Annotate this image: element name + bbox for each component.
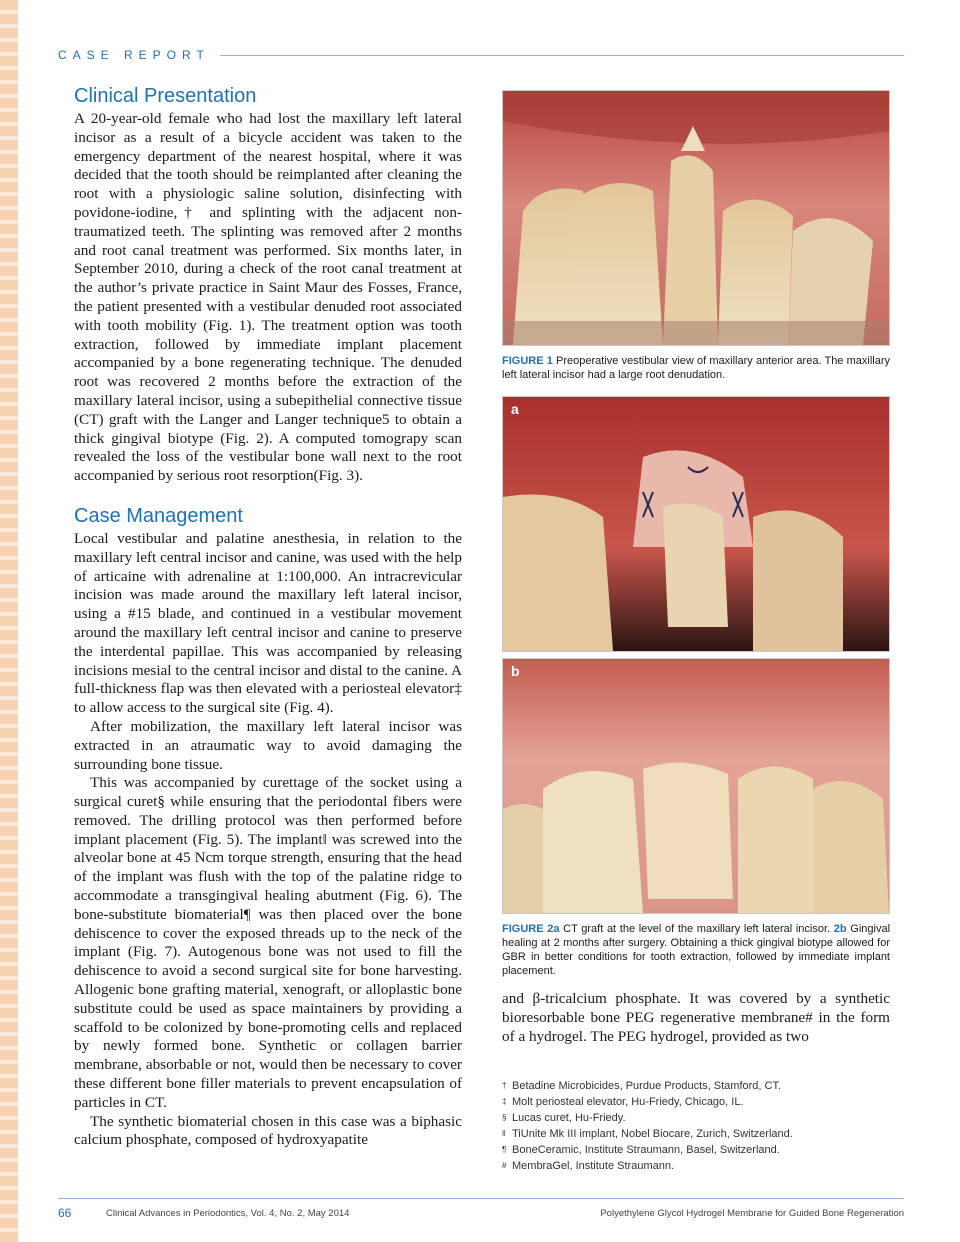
journal-citation: Clinical Advances in Periodontics, Vol. 4, No. 2, May 2014 bbox=[106, 1208, 350, 1219]
figure-2a-text: CT graft at the level of the maxillary left lateral incisor. bbox=[563, 923, 831, 935]
clinical-photo-preop bbox=[503, 91, 889, 345]
left-column bbox=[74, 84, 462, 1150]
paragraph: Local vestibular and palatine anesthesia, in relation to the maxillary left central incisor and canine, was used with the help of articaine with adrenaline at 1:100,000. An intracrevicular incision was made around the maxillary left lateral incisor, using a #15 blade, and continued in a vestibular movement around the maxillary left central incisor and canine to preserve the interdental papillae. This was accompanied by releasing incisions mesial to the central incisor and distal to the canine. A full-thickness flap was then elevated with a periosteal elevator‡ to allow access to the surgical site (Fig. 4). bbox=[74, 529, 462, 717]
figure-1-caption bbox=[502, 354, 890, 382]
figure-2b-photo bbox=[502, 658, 890, 914]
clinical-photo-healing bbox=[503, 659, 889, 913]
footer-rule bbox=[58, 1198, 904, 1199]
footnote: § Lucas curet, Hu-Friedy. bbox=[502, 1112, 626, 1124]
footnote: † Betadine Microbicides, Purdue Products, Stamford, CT. bbox=[502, 1080, 782, 1092]
figure-1-text: Preoperative vestibular view of maxillary anterior area. The maxillary left lateral incisor had a large root denudation. bbox=[502, 355, 890, 381]
heading-clinical-presentation: Clinical Presentation bbox=[74, 85, 257, 107]
clinical-photo-ct-graft bbox=[503, 397, 889, 651]
section-label: CASE REPORT bbox=[58, 48, 210, 62]
figure-1-photo bbox=[502, 90, 890, 346]
paragraph: The synthetic biomaterial chosen in this case was a biphasic calcium phosphate, composed of hydroxyapatite bbox=[74, 1112, 462, 1149]
page-number: 66 bbox=[58, 1206, 72, 1220]
panel-label-a: a bbox=[511, 401, 519, 417]
running-title: Polyethylene Glycol Hydrogel Membrane for Guided Bone Regeneration bbox=[600, 1208, 904, 1219]
paragraph: After mobilization, the maxillary left lateral incisor was extracted in an atraumatic way to avoid damaging the surrounding bone tissue. bbox=[74, 717, 462, 773]
continued-paragraph: and β-tricalcium phosphate. It was covered by a synthetic bioresorbable bone PEG regenerative membrane# in the form of a hydrogel. The PEG hydrogel, provided as two bbox=[502, 990, 890, 1045]
footnotes bbox=[502, 1078, 890, 1174]
figure-2a-key: FIGURE 2a bbox=[502, 923, 560, 935]
paragraph: This was accompanied by curettage of the socket using a surgical curet§ while ensuring that the periodontal fibers were removed. The drilling protocol was then performed before implant placement (Fig. 5). The implant‖ was screwed into the alveolar bone at 45 Ncm torque strength, ensuring that the head of the implant was flush with the top of the palatine ridge to accommodate a transgingival healing abutment (Fig. 6). The bone-substitute biomaterial¶ was then placed over the bone dehiscence to cover the exposed threads up to the neck of the implant (Fig. 7). Autogenous bone was not used to fill the dehiscence to avoid a second surgical site for bone harvesting. Allogenic bone grafting material, xenograft, or alloplastic bone substitute could be used as space maintainers by providing a scaffold to be colonized by bone-promoting cells and replaced by newly formed bone. Synthetic or collagen barrier membrane, absorbable or not, would then be necessary to cover these different bone filler materials to prevent encapsulation of particles in CT. bbox=[74, 774, 462, 1111]
footnote: # MembraGel, Institute Straumann. bbox=[502, 1160, 675, 1172]
paragraph: A 20-year-old female who had lost the maxillary left lateral incisor as a result of a bicycle accident was taken to the emergency department of the nearest hospital, where it was decided that the tooth should be reimplanted after cleaning the root with a physiologic saline solution, disinfecting with povidone-iodine,† and splinting with the adjacent non-traumatized teeth. The splinting was removed after 2 months and root canal treatment was performed. Six months later, in September 2010, during a check of the root canal treatment at the author’s private practice in Saint Maur des Fosses, France, the patient presented with a vestibular denuded root associated with tooth mobility (Fig. 1). The treatment option was tooth extraction, followed by immediate implant placement accompanied by a bone regenerating technique. The denuded root was recovered 2 months before the extraction of the maxillary lateral incisor, using a subepithelial connective tissue (CT) graft with the Langer and Langer technique5 to obtain a thick gingival biotype (Fig. 2). A computed tomograpy scan revealed the loss of the vestibular bone wall next to the root accompanied by serious root resorption(Fig. 3). bbox=[74, 110, 462, 485]
right-column bbox=[502, 90, 890, 1046]
footnote: ¶ BoneCeramic, Institute Straumann, Basel, Switzerland. bbox=[502, 1144, 780, 1156]
figure-2b-text: Gingival healing at 2 months after surgery. Obtaining a thick gingival biotype allowed for GBR in better conditions for tooth extraction, followed by immediate implant placement. bbox=[502, 923, 891, 977]
figure-2b-key: 2b bbox=[833, 923, 847, 935]
panel-label-b: b bbox=[511, 663, 520, 679]
figure-1-key: FIGURE 1 bbox=[502, 355, 553, 367]
heading-case-management: Case Management bbox=[74, 504, 243, 527]
figure-2-caption bbox=[502, 922, 890, 978]
footnote: ‖ TiUnite Mk III implant, Nobel Biocare, Zurich, Switzerland. bbox=[502, 1128, 793, 1140]
header-rule bbox=[220, 55, 904, 56]
margin-stripes bbox=[0, 0, 18, 1242]
figure-2a-photo bbox=[502, 396, 890, 652]
footnote: ‡ Molt periosteal elevator, Hu-Friedy, Chicago, IL. bbox=[502, 1096, 744, 1108]
